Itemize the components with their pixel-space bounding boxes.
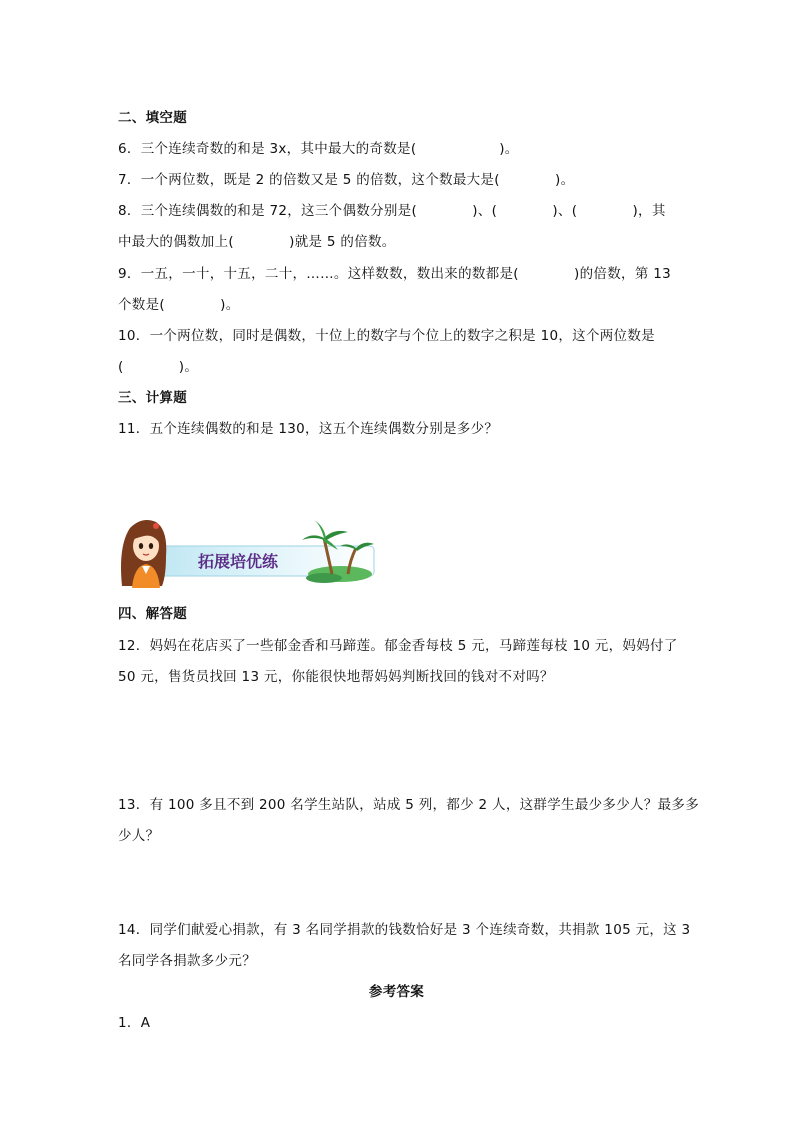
question-9-line-2: 个数是( )。	[118, 297, 240, 313]
question-8-line-2: 中最大的偶数加上( )就是 5 的倍数。	[118, 234, 396, 250]
question-9-line-1: 9．一五，一十，十五，二十，……。这样数数，数出来的数都是( )的倍数，第 13	[118, 266, 671, 282]
question-12-line-1: 12．妈妈在花店买了一些郁金香和马蹄莲。郁金香每枝 5 元，马蹄莲每枝 10 元，妈妈付了	[118, 638, 678, 654]
question-13-line-2: 少人？	[118, 828, 160, 844]
question-14-line-2: 名同学各捐款多少元？	[118, 953, 256, 969]
question-6: 6．三个连续奇数的和是 3x，其中最大的奇数是( )。	[118, 141, 519, 157]
question-14-line-1: 14．同学们献爱心捐款，有 3 名同学捐款的钱数恰好是 3 个连续奇数，共捐款 105 元，这 3	[118, 922, 691, 938]
question-10-line-1: 10．一个两位数，同时是偶数，十位上的数字与个位上的数字之积是 10，这个两位数是	[118, 328, 655, 344]
question-12-line-2: 50 元，售货员找回 13 元，你能很快地帮妈妈判断找回的钱对不对吗？	[118, 669, 554, 685]
section-heading-fill-in: 二、填空题	[118, 110, 187, 126]
question-11: 11．五个连续偶数的和是 130，这五个连续偶数分别是多少？	[118, 421, 499, 437]
section-heading-solve: 四、解答题	[118, 606, 187, 622]
answers-title: 参考答案	[368, 984, 425, 1000]
section-heading-calc: 三、计算题	[118, 390, 187, 406]
banner-title: 拓展培优练	[198, 552, 279, 571]
extension-practice-banner	[118, 516, 380, 588]
question-8-line-1: 8．三个连续偶数的和是 72，这三个偶数分别是( )、( )、( )，其	[118, 203, 666, 219]
answer-1: 1．A	[118, 1015, 151, 1031]
question-13-line-1: 13．有 100 多且不到 200 名学生站队，站成 5 列，都少 2 人，这群学生最少多少人？最多多	[118, 797, 700, 813]
question-10-line-2: ( )。	[118, 359, 199, 375]
question-7: 7．一个两位数，既是 2 的倍数又是 5 的倍数，这个数最大是( )。	[118, 172, 575, 188]
